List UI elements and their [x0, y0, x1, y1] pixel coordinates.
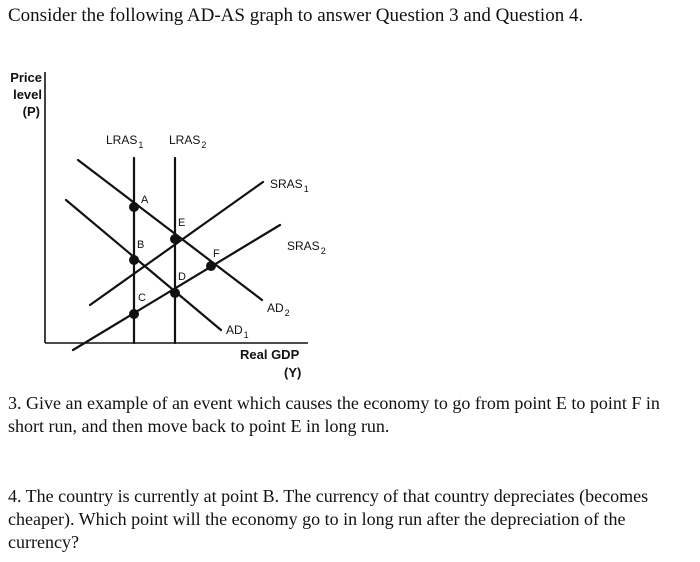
- ad1-curve: [66, 200, 221, 330]
- point-c-label: C: [138, 292, 146, 304]
- y-axis-label-line-3: (P): [22, 104, 40, 119]
- ad2-label: $AD_2$: [267, 301, 290, 318]
- point-c-dot: [129, 309, 139, 319]
- question-3: 3. Give an example of an event which causes the economy to go from point E to point F in short run, and then move back to point E in long run.: [8, 393, 660, 436]
- ad2-curve: [78, 160, 262, 300]
- point-a-dot: [129, 202, 139, 212]
- point-b-label: B: [137, 239, 145, 251]
- x-axis-label-line-1: Real GDP: [240, 347, 300, 362]
- point-d-dot: [170, 288, 180, 298]
- point-f-label: F: [213, 248, 220, 260]
- y-axis-label-line-2: level: [13, 87, 42, 102]
- point-e-dot: [170, 234, 180, 244]
- ad-as-diagram: [0, 58, 700, 388]
- lras2-label: $LRAS_2$: [169, 133, 207, 150]
- point-f-dot: [206, 261, 216, 271]
- sras1-label: $SRAS_1$: [270, 177, 309, 194]
- ad1-label: $AD_1$: [226, 323, 249, 340]
- x-axis-label-line-2: (Y): [284, 365, 302, 380]
- point-d-label: D: [178, 271, 186, 283]
- intro-text: Consider the following AD-AS graph to answer Question 3 and Question 4.: [8, 5, 584, 26]
- point-e-label: E: [178, 217, 186, 229]
- question-4: 4. The country is currently at point B. The currency of that country depreciates (becomes cheaper). Which point will the economy go to in long run after the depreciation of the currency?: [8, 486, 649, 552]
- sras2-label: $SRAS_2$: [287, 239, 326, 256]
- point-b-dot: [129, 255, 139, 265]
- point-a-label: A: [141, 194, 149, 206]
- lras1-label: $LRAS_1$: [106, 133, 144, 150]
- y-axis-label-line-1: Price: [10, 70, 42, 85]
